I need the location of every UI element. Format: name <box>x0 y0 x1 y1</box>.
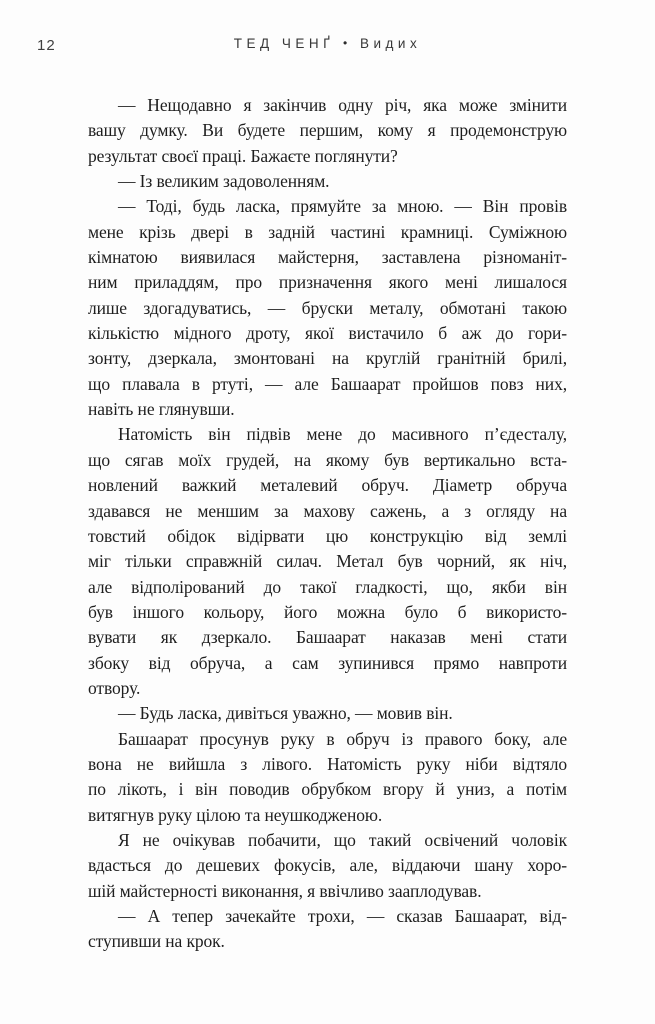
running-head <box>0 36 655 51</box>
text-line: кімнатою виявилася майстерня, заставлена різноманіт- <box>88 247 567 268</box>
text-line: ним приладдям, про призначення якого мені лишалося <box>88 272 567 293</box>
text-line: що плавала в ртуті, — але Башаарат пройшов повз них, <box>88 373 567 394</box>
text-line: лише здогадуватись, — бруски металу, обмотані такою <box>88 297 567 318</box>
running-head-title: Видих <box>360 36 422 51</box>
text-line: вдасться до дешевих фокусів, але, віддаючи шану хоро- <box>88 855 567 876</box>
text-line: — Будь ласка, дивіться уважно, — мовив він. <box>118 703 453 724</box>
page-number: 12 <box>37 37 56 54</box>
text-line: міг тільки справжній силач. Метал був чорний, як ніч, <box>88 551 567 572</box>
text-line: був іншого кольору, його можна було б використо- <box>88 601 567 622</box>
text-line: витягнув руку цілою та неушкодженою. <box>88 804 383 825</box>
text-line: — А тепер зачекайте трохи, — сказав Башаарат, від- <box>118 906 567 926</box>
text-line: — Нещодавно я закінчив одну річ, яка може змінити <box>118 95 567 115</box>
text-line: Натомість він підвів мене до масивного п’єдесталу, <box>118 424 567 445</box>
text-line: результат своєї праці. Бажаєте поглянути? <box>88 145 398 166</box>
text-line: по лікоть, і він поводив обрубком вгору й униз, а потім <box>88 779 567 800</box>
text-line: товстий обідок відірвати цю конструкцію від землі <box>88 525 567 546</box>
text-line: зонту, дзеркала, змонтовані на круглій гранітній брилі, <box>88 348 567 369</box>
running-head-separator-icon: • <box>343 36 348 50</box>
text-line: — Із великим задоволенням. <box>118 171 330 192</box>
text-line: збоку від обруча, а сам зупинився прямо навпроти <box>88 652 567 673</box>
page-header <box>0 36 655 58</box>
text-line: кількістю мідного дроту, якої вистачило б аж до гори- <box>88 323 567 344</box>
text-line: Башаарат просунув руку в обруч із правого боку, але <box>118 728 567 749</box>
text-line: отвору. <box>88 677 141 698</box>
text-line: новлений важкий металевий обруч. Діаметр обруча <box>88 475 567 496</box>
text-line: вона не вийшла з лівого. Натомість руку ніби відтяло <box>88 753 567 774</box>
text-line: мене крізь двері в задній частині крамниці. Суміжною <box>88 221 567 242</box>
text-line: що сягав моїх грудей, на якому був вертикально вста- <box>88 449 567 470</box>
text-line: але відполірований до такої гладкості, що, якби він <box>88 576 567 597</box>
text-line: ступивши на крок. <box>88 931 225 952</box>
text-line: шій майстерності виконання, я ввічливо зааплодував. <box>88 880 482 901</box>
text-line: вашу думку. Ви будете першим, кому я продемонструю <box>88 120 567 141</box>
text-line: — Тоді, будь ласка, прямуйте за мною. — Він провів <box>118 196 567 217</box>
text-line: здавався не меншим за махову сажень, а з огляду на <box>88 500 567 521</box>
running-head-author: ТЕД ЧЕНҐ <box>233 36 335 51</box>
text-line: навіть не глянувши. <box>88 399 235 420</box>
text-line: вувати як дзеркало. Башаарат наказав мені стати <box>88 627 567 648</box>
text-line: Я не очікував побачити, що такий освічений чоловік <box>118 829 567 850</box>
text-block <box>88 93 567 955</box>
